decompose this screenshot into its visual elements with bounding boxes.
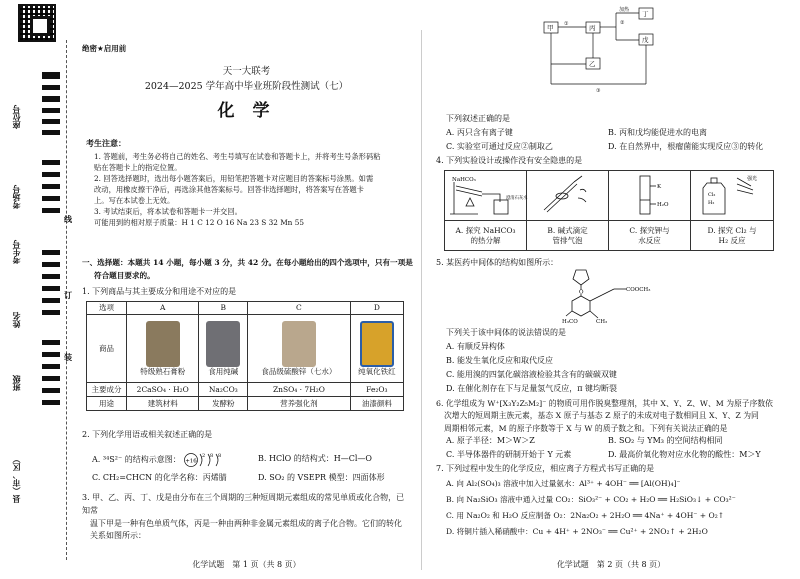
- svg-text:H₂O: H₂O: [656, 202, 669, 209]
- svg-text:8: 8: [218, 453, 222, 459]
- svg-text:甲: 甲: [547, 24, 554, 32]
- binding-margin: [0, 0, 72, 579]
- product-a: 特级熟石膏粉: [127, 315, 199, 383]
- q3-stem: 3. 甲、乙、丙、丁、戊是由分布在三个周期的三种短周期元素组成的常见单质或化合物，已知常 温下甲是一种有色单质气体，丙是一种由两种非金属元素组成的离子化合物。它们的转化 关系如图所示：: [82, 493, 405, 541]
- q5-option-d: D. 在催化剂存在下与足量氢气反应，π 键均断裂: [446, 384, 618, 393]
- zinc-sulfate-package-image: [282, 321, 316, 367]
- svg-text:NaHCO₃: NaHCO₃: [451, 177, 476, 184]
- svg-text:强光: 强光: [747, 176, 758, 183]
- q2-option-a: A. ³⁴S²⁻ 的结构示意图： +16 2 8 8: [92, 452, 227, 468]
- q5-stem: 5. 某医药中间体的结构如图所示：: [436, 258, 559, 267]
- exam-title: 2024—2025 学年高中毕业班阶段性测试（七）: [144, 81, 349, 92]
- q5-prompt: 下列关于该中间体的说法错误的是: [446, 328, 566, 337]
- product-c: 食品级硫酸锌（七水）: [248, 315, 351, 383]
- org-title: 天一大联考: [222, 66, 271, 77]
- q5-option-a: A. 有顺反异构体: [446, 342, 505, 351]
- q3-option-d: D. 在自然界中，根瘤菌能实现反应③的转化: [608, 142, 764, 151]
- svg-text:CH₃: CH₃: [596, 319, 608, 325]
- svg-text:乙: 乙: [589, 60, 596, 68]
- q5-option-b: B. 能发生氧化反应和取代反应: [446, 356, 553, 365]
- seal-char-line: 线: [64, 214, 72, 224]
- subject-title: 化 学: [217, 101, 276, 121]
- product-b: 食用纯碱: [199, 315, 248, 383]
- confidential-label: 绝密★启用前: [82, 44, 127, 53]
- q4-table: NaHCO₃ 澄清石灰水 K H₂O Cl₂ H₂ 强光 A. 探究 NaHCO₃ 的热分解 B. 碱式滴定 管排气泡 C. 探究钾与 水反应 D. 探究 Cl₂ 与 H₂ 反应: [444, 170, 774, 251]
- field-name: 姓名: [12, 312, 21, 328]
- field-room-no: 考场号: [12, 185, 21, 209]
- svg-text:+16: +16: [185, 458, 198, 465]
- field-class: 班级: [12, 375, 21, 391]
- svg-text:O: O: [579, 289, 584, 296]
- section-title: 一、选择题：本题共 14 小题，每小题 3 分，共 42 分。在每小题给出的四个选项中，只有一项是: [82, 258, 413, 267]
- soda-package-image: [206, 321, 240, 367]
- product-d: 纯氧化铁红: [350, 315, 403, 383]
- q4-stem: 4. 下列实验设计或操作没有安全隐患的是: [436, 156, 583, 165]
- q5-option-c: C. 能用溴的四氯化碳溶液检验其含有的碳碳双键: [446, 370, 617, 379]
- q1-table: 选项 A B C D 商品 特级熟石膏粉 食用纯碱 食品级硫酸锌（七水） 纯氧化铁红 主要成分 2CaSO₄ · H₂O Na₂CO₃ ZnSO₄ · 7H₂O Fe₂O₃ 用途 建筑材料 发酵粉 营养强化剂 油漆颜料: [86, 301, 404, 411]
- notice-title: 考生注意：: [86, 138, 126, 148]
- q2-option-b: B. HClO 的结构式：H—Cl—O: [258, 454, 372, 463]
- footer-page-1: 化学试题 第 1 页（共 8 页）: [192, 560, 301, 569]
- iron-oxide-package-image: [360, 321, 394, 367]
- ion-structure-diagram: [183, 452, 227, 468]
- svg-text:②: ②: [620, 20, 625, 26]
- svg-text:丁: 丁: [642, 10, 649, 18]
- svg-text:8: 8: [210, 453, 214, 459]
- q7-stem: 7. 下列过程中发生的化学反应，相应离子方程式书写正确的是: [436, 464, 655, 473]
- notice-list: 1. 答题前，考生务必将自己的姓名、考生号填写在试卷和答题卡上，并将考生号条形码粘 贴在答题卡上的指定位置。 2. 回答选择题时，选出每小题答案后，用铅笔把答题卡对应题目的答案标号涂黑。如需 改动，用橡皮擦干净后，再选涂其他答案标号。回答非选择题时，将答案写在答题卡 上。写在本试卷上无效。 3. 考试结束后，将本试卷和答题卡一并交回。 可能用到的相对原子质量：H 1 C 12 O 16 Na 23 S 32 Mn 55: [94, 152, 381, 227]
- q2-option-c: C. CH₂=CHCN 的化学名称：丙烯腈: [92, 473, 227, 482]
- column-divider: [421, 30, 422, 570]
- q3-option-a: A. 丙只含有离子键: [446, 128, 513, 137]
- gas-bottle-apparatus-image: [697, 172, 767, 216]
- svg-text:Cl₂: Cl₂: [708, 192, 716, 199]
- svg-text:戊: 戊: [642, 36, 649, 44]
- page-1: [80, 0, 413, 579]
- q6-option-c: C. 半导体器件的研制开始于 Y 元素: [446, 450, 572, 459]
- seal-char-bind: 订: [64, 290, 72, 300]
- q3-conversion-diagram: [542, 4, 662, 96]
- section-title-2: 符合题目要求的。: [94, 271, 155, 280]
- q3-option-b: B. 丙和戊均能促进水的电离: [608, 128, 707, 137]
- q7-option-b: B. 向 Na₂SiO₃ 溶液中通入过量 CO₂：SiO₃²⁻ + CO₂ + H₂O ══ H₂SiO₃↓ + CO₃²⁻: [446, 495, 736, 504]
- q6-stem: 6. 化学组成为 W⁺[X₃Y₂Z₅M₂]⁻ 的物质可用作脱臭整理剂，其中 X、Y、Z、W、M 为原子序数依 次增大的短周期主族元素，基态 X 原子与基态 Z 原子的未成对电子数相同且 X、Y、Z 为同 周期相邻元素，M 的原子序数等于 X 与 W 的质子数之和。下列有关说法正确的是: [436, 399, 773, 433]
- q6-option-d: D. 最高价氧化物对应水化物的酸性：M＞Y: [608, 450, 761, 459]
- svg-text:K: K: [656, 184, 661, 191]
- q3-option-c: C. 实验室可通过反应②制取乙: [446, 142, 553, 151]
- svg-text:澄清石灰水: 澄清石灰水: [505, 196, 527, 202]
- svg-text:①: ①: [564, 21, 569, 27]
- field-county: 县（市、区）: [12, 455, 21, 503]
- gypsum-package-image: [146, 321, 180, 367]
- q7-option-d: D. 将铜片插入稀硝酸中：Cu + 4H⁺ + 2NO₃⁻ ══ Cu²⁺ + 2NO₂↑ + 2H₂O: [446, 527, 708, 536]
- q7-option-c: C. 用 Na₂O₂ 和 H₂O 反应制备 O₂：2Na₂O₂ + 2H₂O ══ 4Na⁺ + 4OH⁻ + O₂↑: [446, 511, 725, 520]
- q4-apparatus-b: [527, 171, 609, 221]
- page-2: [430, 0, 792, 579]
- q6-option-a: A. 原子半径：M＞W＞Z: [446, 436, 535, 445]
- q5-molecule-structure: [562, 268, 682, 324]
- q3-prompt: 下列叙述正确的是: [446, 114, 510, 123]
- footer-page-2: 化学试题 第 2 页（共 8 页）: [556, 560, 666, 569]
- q4-apparatus-c: [609, 171, 691, 221]
- svg-text:加热: 加热: [619, 7, 630, 13]
- field-student-no: 考生号: [12, 240, 21, 264]
- seal-char-pack: 装: [64, 352, 72, 362]
- burette-apparatus-image: [538, 172, 598, 216]
- svg-text:H₃CO: H₃CO: [562, 319, 578, 325]
- field-seat-no: 座位号: [12, 105, 21, 129]
- q7-option-a: A. 向 Al₂(SO₄)₃ 溶液中加入过量氨水：Al³⁺ + 4OH⁻ ══ [Al(OH)₄]⁻: [446, 479, 681, 488]
- svg-text:丙: 丙: [589, 24, 596, 32]
- svg-text:2: 2: [202, 453, 206, 459]
- potassium-water-apparatus-image: [620, 172, 680, 216]
- heating-tube-apparatus-image: [448, 172, 527, 216]
- svg-text:COOCH₃: COOCH₃: [626, 287, 651, 293]
- q1-stem: 1. 下列商品与其主要成分和用途不对应的是: [82, 287, 237, 296]
- q4-apparatus-a: [445, 171, 527, 221]
- q2-stem: 2. 下列化学用语或相关叙述正确的是: [82, 430, 213, 439]
- q4-apparatus-d: [691, 171, 774, 221]
- qr-code: [18, 4, 56, 42]
- q2-option-d: D. SO₂ 的 VSEPR 模型：四面体形: [258, 473, 385, 482]
- q6-option-b: B. SO₂ 与 YM₃ 的空间结构相同: [608, 436, 723, 445]
- svg-text:H₂: H₂: [708, 200, 715, 207]
- svg-text:③: ③: [596, 88, 601, 94]
